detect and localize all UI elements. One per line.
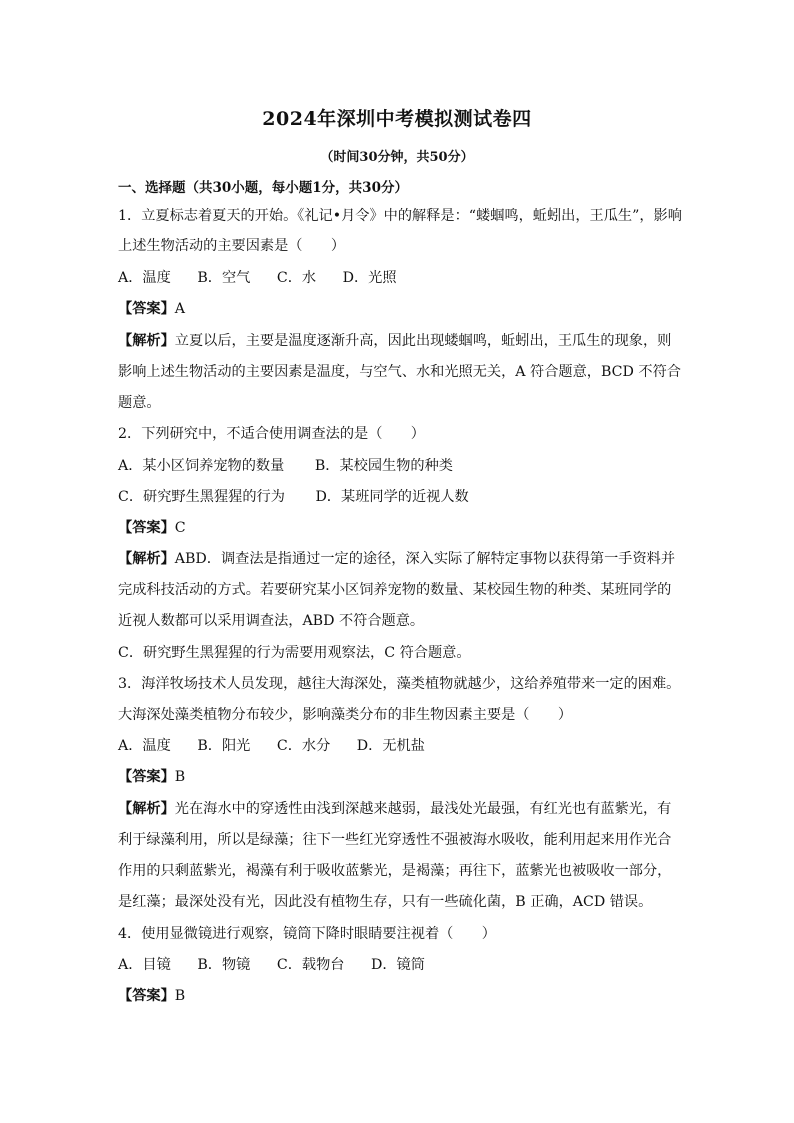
answer-tag: 【答案】 [118,520,175,536]
q1-stem-line2: 上述生物活动的主要因素是（ ） [118,238,346,254]
q4-option-a: A．目镜 [118,957,171,973]
section-heading: 一、选择题（共30小题，每小题1分，共30分） [118,180,408,196]
q1-answer-value: A [174,301,186,317]
q3-option-c: C．水分 [276,738,331,754]
q1-option-b: B．空气 [197,270,251,286]
q3-option-a: A．温度 [118,738,171,754]
exam-subtitle: （时间30分钟，共50分） [320,150,474,165]
q1-answer [118,299,678,319]
exam-title: 2024年深圳中考模拟测试卷四 [262,108,532,130]
q2-analysis-line3: 近视人数都可以采用调查法，ABD 不符合题意。 [118,613,425,629]
analysis-tag: 【解析】 [118,551,175,567]
q4-option-c: C．载物台 [276,957,345,973]
q2-analysis-line2: 完成科技活动的方式。若要研究某小区饲养宠物的数量、某校园生物的种类、某班同学的 [118,582,672,598]
q2-options-row1 [118,456,678,476]
q4-answer-value: B [174,988,186,1004]
q3-options [118,736,678,756]
answer-tag: 【答案】 [118,769,175,785]
q3-analysis-line1 [118,799,678,819]
q1-analysis-text1: 立夏以后，主要是温度逐渐升高，因此出现蝼蝈鸣，蚯蚓出，王瓜生的现象，则 [174,333,672,349]
q3-analysis-line2: 利于绿藻利用，所以是绿藻；往下一些红光穿透性不强被海水吸收，能利用起来用作光合 [118,832,672,848]
q1-option-c: C．水 [276,270,317,286]
q1-option-d: D．光照 [342,270,397,286]
q3-stem-line1: 3．海洋牧场技术人员发现，越往大海深处，藻类植物就越少，这给养殖带来一定的困难。 [118,676,681,692]
q3-option-d: D．无机盐 [356,738,425,754]
q2-analysis-text1: ABD．调查法是指通过一定的途径，深入实际了解特定事物以获得第一手资料并 [174,551,676,567]
q1-analysis-line3: 题意。 [118,395,161,411]
q2-analysis-line4: C．研究野生黑猩猩的行为需要用观察法，C 符合题意。 [118,645,471,661]
q2-answer [118,518,678,538]
answer-tag: 【答案】 [118,301,175,317]
q2-analysis-line1 [118,549,678,569]
q1-analysis-line1 [118,331,678,351]
q4-options [118,955,678,975]
q1-analysis-line2: 影响上述生物活动的主要因素是温度，与空气、水和光照无关，A 符合题意，BCD 不符合 [118,364,681,380]
q1-stem-line1: 1．立夏标志着夏天的开始。《礼记•月令》中的解释是：“蝼蝈鸣，蚯蚓出，王瓜生”，影响 [118,208,682,224]
q2-option-d: D．某班同学的近视人数 [315,489,469,505]
q2-option-b: B．某校园生物的种类 [314,458,453,474]
analysis-tag: 【解析】 [118,333,175,349]
q3-option-b: B．阳光 [197,738,251,754]
q3-answer [118,767,678,787]
q1-options [118,268,678,288]
q3-analysis-line4: 是红藻；最深处没有光，因此没有植物生存，只有一些硫化菌，B 正确，ACD 错误。 [118,894,653,910]
q4-answer [118,986,678,1006]
q3-answer-value: B [174,769,186,785]
q4-option-b: B．物镜 [197,957,251,973]
q2-answer-value: C [174,520,186,536]
q3-stem-line2: 大海深处藻类植物分布较少，影响藻类分布的非生物因素主要是（ ） [118,707,573,723]
answer-tag: 【答案】 [118,988,175,1004]
q4-option-d: D．镜筒 [370,957,425,973]
q3-analysis-line3: 作用的只剩蓝紫光，褐藻有利于吸收蓝紫光，是褐藻；再往下，蓝紫光也被吸收一部分， [118,863,672,879]
analysis-tag: 【解析】 [118,801,175,817]
q4-stem-line1: 4．使用显微镜进行观察，镜筒下降时眼睛要注视着（ ） [118,926,496,942]
q3-analysis-text1: 光在海水中的穿透性由浅到深越来越弱，最浅处光最强，有红光也有蓝紫光，有 [174,801,672,817]
q1-option-a: A．温度 [118,270,171,286]
q2-options-row2 [118,487,678,507]
q2-stem-line1: 2．下列研究中，不适合使用调查法的是（ ） [118,426,425,442]
q2-option-a: A．某小区饲养宠物的数量 [118,458,285,474]
q2-option-c: C．研究野生黑猩猩的行为 [118,489,285,505]
